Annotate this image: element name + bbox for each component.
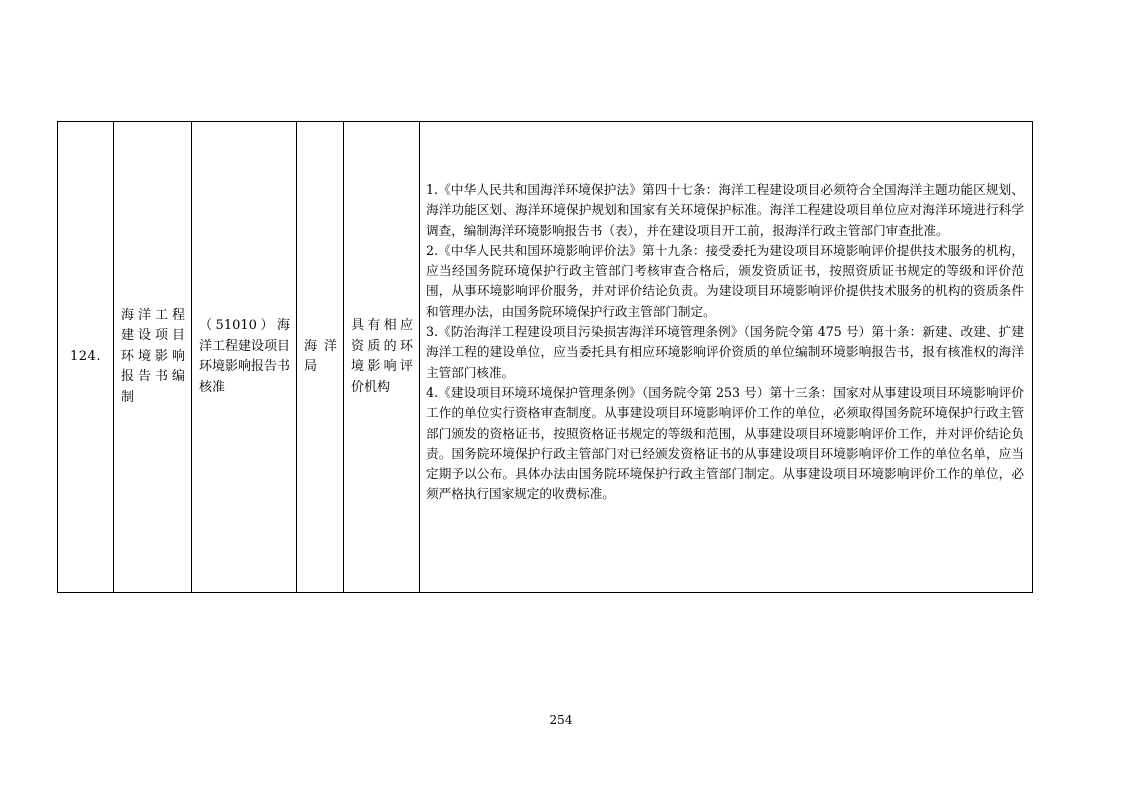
department-name: 海洋局 <box>304 338 337 374</box>
qualification-text: 具有相应资质的环境影响评价机构 <box>351 318 413 395</box>
table-row <box>58 122 1033 593</box>
item-name-cell <box>114 122 192 593</box>
item-code-name: （51010）海洋工程建设项目环境影响报告书核准 <box>199 318 291 395</box>
document-table <box>57 121 1033 593</box>
item-name: 海洋工程建设项目环境影响报告书编制 <box>121 307 185 405</box>
legal-basis-list <box>420 122 1032 505</box>
item-number-cell <box>58 122 114 593</box>
page-number: 254 <box>549 713 573 727</box>
legal-basis-paragraph: 3.《防治海洋工程建设项目污染损害海洋环境管理条例》（国务院令第 475 号）第十条：新建、改建、扩建海洋工程的建设单位，应当委托具有相应环境影响评价资质的单位编制环境影响报告书，报有核准权的海洋主管部门核准。 <box>426 324 1024 380</box>
item-number: 124. <box>70 348 101 364</box>
qualification-cell <box>344 122 420 593</box>
legal-basis-paragraph: 2.《中华人民共和国环境影响评价法》第十九条：接受委托为建设项目环境影响评价提供技术服务的机构，应当经国务院环境保护行政主管部门考核审查合格后，颁发资质证书，按照资质证书规定的等级和评价范围，从事环境影响评价服务，并对评价结论负责。为建设项目环境影响评价提供技术服务的机构的资质条件和管理办法，由国务院环境保护行政主管部门制定。 <box>426 242 1024 319</box>
legal-basis-paragraph: 4.《建设项目环境环境保护管理条例》（国务院令第 253 号）第十三条：国家对从事建设项目环境影响评价工作的单位实行资格审查制度。从事建设项目环境影响评价工作的单位，必须取得国务院环境保护行政主管部门颁发的资格证书，按照资格证书规定的等级和范围，从事建设项目环境影响评价工作，并对评价结论负责。国务院环境保护行政主管部门对已经颁发资格证书的从事建设项目环境影响评价工作的单位名单，应当定期予以公布。具体办法由国务院环境保护行政主管部门制定。从事建设项目环境影响评价工作的单位，必须严格执行国家规定的收费标准。 <box>426 384 1024 502</box>
legal-basis-cell <box>420 122 1033 593</box>
department-cell <box>297 122 344 593</box>
legal-basis-paragraph: 1.《中华人民共和国海洋环境保护法》第四十七条：海洋工程建设项目必须符合全国海洋主题功能区规划、海洋功能区划、海洋环境保护规划和国家有关环境保护标准。海洋工程建设项目单位应对海洋环境进行科学调查，编制海洋环境影响报告书（表），并在建设项目开工前，报海洋行政主管部门审查批准。 <box>426 182 1024 238</box>
item-code-cell <box>192 122 297 593</box>
